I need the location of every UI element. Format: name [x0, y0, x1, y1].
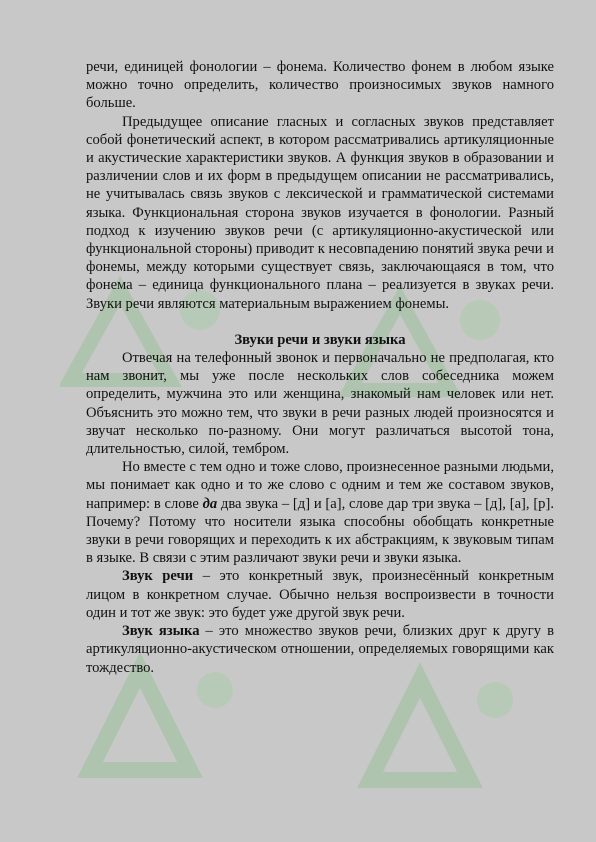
paragraph: Предыдущее описание гласных и согласных звуков представляет собой фонетический аспект, в котором рассматривались артикуляционные и акустические характеристики звуков. А функция звуков в образовании и различении слов и их форм в предыдущем описании не рассматривались, не учитывалась связь звуков с лексической и грамматической системами языка. Функциональная сторона звуков изучается в фонологии. Разный подход к изучению звуков речи (с артикуляционно-акустической или функциональной стороны) приводит к несовпадению понятий звука речи и фонемы, между которыми существует связь, заключающаяся в том, что фонема – единица функционального плана – реализуется в звуках речи. Звуки речи являются материальным выражением фонемы.	[86, 113, 554, 312]
section-heading: Звуки речи и звуки языка	[234, 331, 406, 348]
paragraph-text: Но вместе с тем одно и тоже слово, произнесенное разными людьми, мы понимает как одно и то же слово с одним и тем же составом звуков, например: в слове	[86, 459, 554, 512]
paragraph-text: два звука – [д] и [а], слове дар три звука – [д], [а], [р]. Почему? Потому что носители языка способны обобщать конкретные звуки в речи говорящих и переходить к их абстракциям, к звуковым типам в языке. В связи с этим различают звуки речи и звуки языка.	[86, 495, 554, 567]
definition-paragraph	[86, 567, 554, 622]
term: Звук языка	[122, 623, 200, 640]
paragraph: Отвечая на телефонный звонок и первоначально не предполагая, кто нам звонит, мы уже после нескольких слов собеседника можем определить, мужчина это или женщина, знакомый нам человек или нет. Объяснить это можно тем, что звуки в речи разных людей произносятся и звучат несколько по-разному. Они могут различаться высотой тона, длительностью, силой, тембром.	[86, 350, 554, 458]
definition-text: – это конкретный звук, произнесённый конкретным лицом в конкретном случае. Обычно нельзя воспроизвести в точности один и тот же звук: это будет уже другой звук речи.	[86, 568, 554, 621]
definition-paragraph	[86, 622, 554, 677]
term: Звук речи	[122, 568, 194, 585]
example-word: да	[202, 495, 218, 512]
paragraph	[86, 458, 554, 567]
text-column	[86, 58, 554, 677]
definition-text: – это множество звуков речи, близких друг к другу в артикуляционно-акустическом отношении, определяемых говорящими как тождество.	[86, 623, 555, 676]
paragraph: речи, единицей фонологии – фонема. Количество фонем в любом языке можно точно определить, количество произносимых звуков намного больше.	[86, 59, 554, 112]
